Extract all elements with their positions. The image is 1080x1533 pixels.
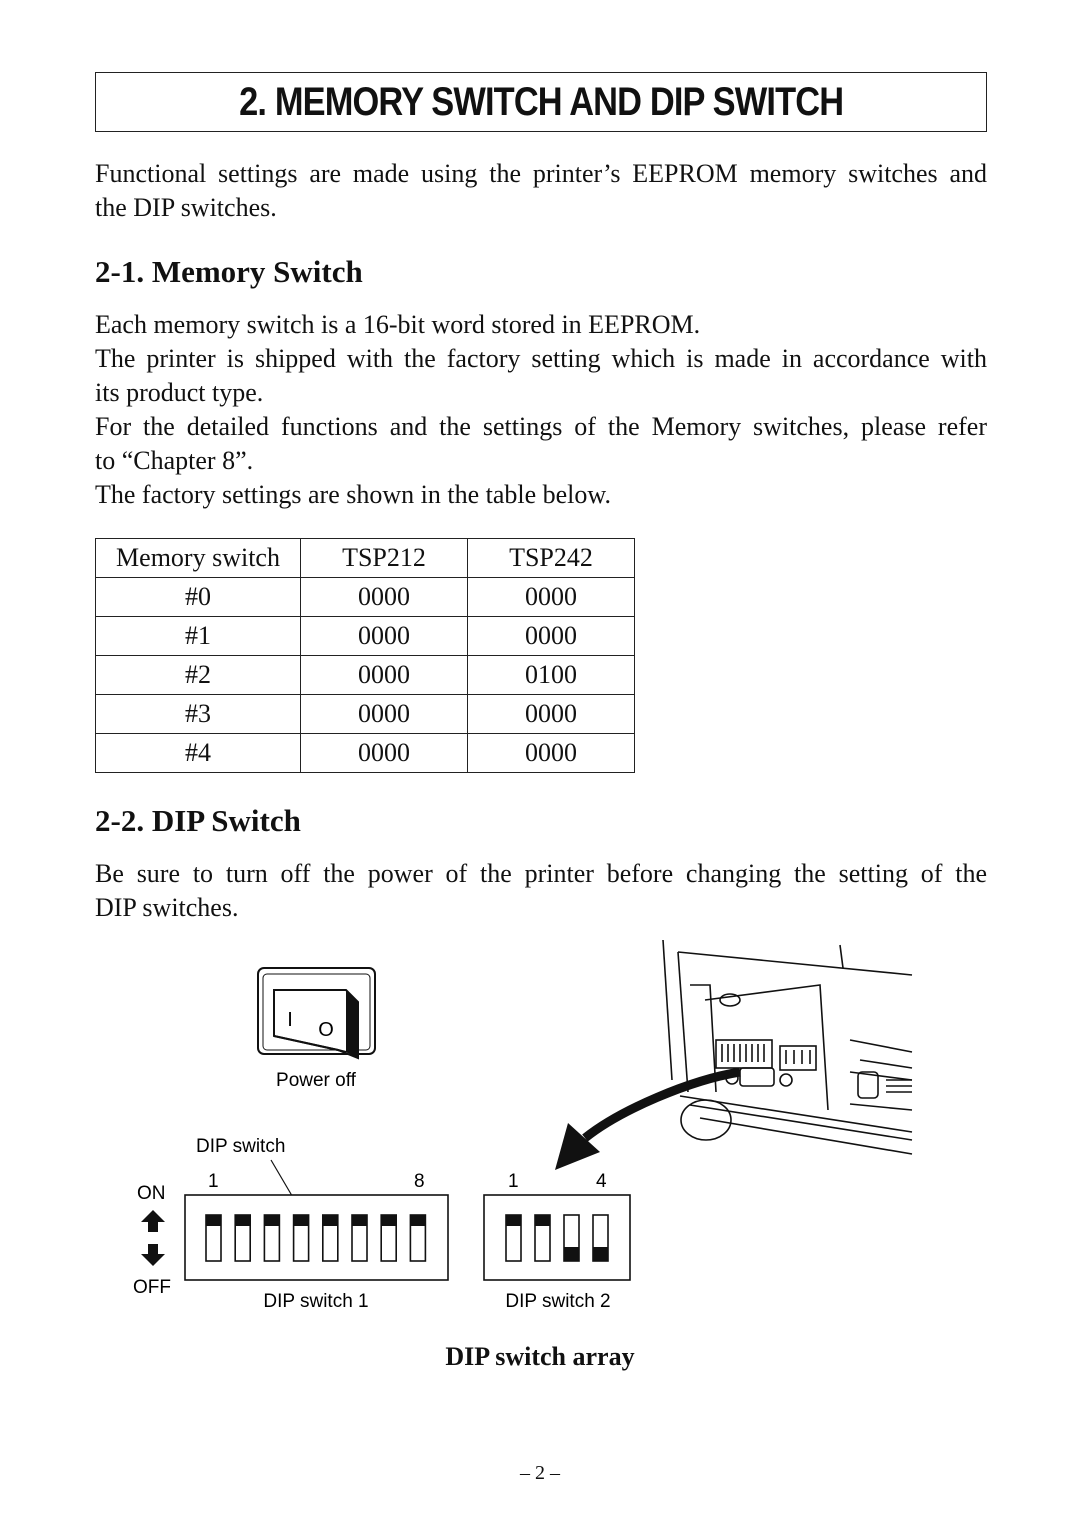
dip-switch-2-lever-3-off bbox=[564, 1247, 579, 1261]
intro-line: Functional settings are made using the printer’s EEPROM memory switches and bbox=[95, 159, 987, 188]
power-off-label: Power off bbox=[276, 1070, 356, 1091]
dip-switch-2-first-number: 1 bbox=[508, 1171, 519, 1192]
dip-switch-1-lever-2-on bbox=[235, 1215, 250, 1226]
power-off-symbol: O bbox=[318, 1019, 334, 1041]
dip-switch-1-last-number: 8 bbox=[414, 1171, 425, 1192]
dip-switch-1-lever-5-on bbox=[323, 1215, 338, 1226]
table-cell: #1 bbox=[96, 617, 301, 656]
dip-switch-paragraph bbox=[95, 857, 987, 925]
dip-switch-1-lever-1-on bbox=[206, 1215, 221, 1226]
memory-switch-paragraph bbox=[95, 308, 987, 512]
table-cell: 0000 bbox=[301, 734, 468, 773]
table-row bbox=[96, 578, 635, 617]
dip-switch-callout-label: DIP switch bbox=[196, 1136, 286, 1157]
memory-line: The printer is shipped with the factory setting which is made in accordance with bbox=[95, 344, 987, 373]
table-header-cell: TSP242 bbox=[468, 539, 635, 578]
dip-switch-1-lever-8-on bbox=[410, 1215, 425, 1226]
table-row bbox=[96, 695, 635, 734]
arrow-down-icon bbox=[141, 1244, 165, 1266]
intro-paragraph bbox=[95, 157, 987, 225]
memory-line: to “Chapter 8”. bbox=[95, 446, 254, 475]
memory-line: The factory settings are shown in the table below. bbox=[95, 480, 611, 509]
table-cell: 0000 bbox=[301, 617, 468, 656]
table-cell: 0000 bbox=[468, 617, 635, 656]
dip-switch-1-lever-6-on bbox=[352, 1215, 367, 1226]
dip-switch-1-housing bbox=[185, 1195, 448, 1280]
printer-rear-illustration bbox=[663, 940, 912, 1154]
dip-switch-1-lever-4-on bbox=[294, 1215, 309, 1226]
dip-switch-1-label: DIP switch 1 bbox=[263, 1291, 369, 1312]
page-number: – 2 – bbox=[520, 1462, 560, 1484]
dip-switch-2-lever-2-on bbox=[535, 1215, 550, 1226]
table-cell: 0100 bbox=[468, 656, 635, 695]
table-cell: 0000 bbox=[468, 734, 635, 773]
table-header-cell: TSP212 bbox=[301, 539, 468, 578]
table-cell: #0 bbox=[96, 578, 301, 617]
table-cell: 0000 bbox=[468, 578, 635, 617]
table-row bbox=[96, 617, 635, 656]
table-cell: #3 bbox=[96, 695, 301, 734]
table-header-row bbox=[96, 539, 635, 578]
dip-switch-2-last-number: 4 bbox=[596, 1171, 607, 1192]
memory-line: Each memory switch is a 16-bit word stored in EEPROM. bbox=[95, 310, 701, 339]
table-cell: 0000 bbox=[468, 695, 635, 734]
table-cell: 0000 bbox=[301, 656, 468, 695]
table-cell: #4 bbox=[96, 734, 301, 773]
dip-switch-2-lever-1-on bbox=[506, 1215, 521, 1226]
arrow-up-icon bbox=[141, 1210, 165, 1232]
dip-switch-figure bbox=[0, 930, 1080, 1340]
memory-switch-heading: 2-1. Memory Switch bbox=[95, 254, 363, 289]
table-header-cell: Memory switch bbox=[96, 539, 301, 578]
off-label: OFF bbox=[133, 1277, 171, 1298]
table-cell: 0000 bbox=[301, 578, 468, 617]
dip-switch-1-first-number: 1 bbox=[208, 1171, 219, 1192]
dip-switch-1-lever-7-on bbox=[381, 1215, 396, 1226]
dip-switch-2-lever-4-off bbox=[593, 1247, 608, 1261]
figure-caption: DIP switch array bbox=[445, 1342, 635, 1371]
table-cell: 0000 bbox=[301, 695, 468, 734]
table-row bbox=[96, 734, 635, 773]
power-switch-icon bbox=[258, 968, 375, 1058]
memory-line: its product type. bbox=[95, 378, 264, 407]
dip-switch-heading: 2-2. DIP Switch bbox=[95, 803, 301, 838]
table-row bbox=[96, 656, 635, 695]
intro-line: the DIP switches. bbox=[95, 193, 277, 222]
dip-line: DIP switches. bbox=[95, 893, 239, 922]
section-title: 2. MEMORY SWITCH AND DIP SWITCH bbox=[238, 79, 844, 124]
pointer-arrow bbox=[585, 1072, 740, 1138]
dip-switch-2-label: DIP switch 2 bbox=[505, 1291, 611, 1312]
section-title-box bbox=[95, 72, 987, 132]
memory-switch-table bbox=[95, 538, 635, 773]
power-on-symbol: I bbox=[287, 1009, 293, 1031]
on-label: ON bbox=[137, 1183, 166, 1204]
memory-line: For the detailed functions and the settings of the Memory switches, please refer bbox=[95, 412, 987, 441]
dip-line: Be sure to turn off the power of the printer before changing the setting of the bbox=[95, 859, 987, 888]
table-cell: #2 bbox=[96, 656, 301, 695]
dip-switch-1-lever-3-on bbox=[264, 1215, 279, 1226]
